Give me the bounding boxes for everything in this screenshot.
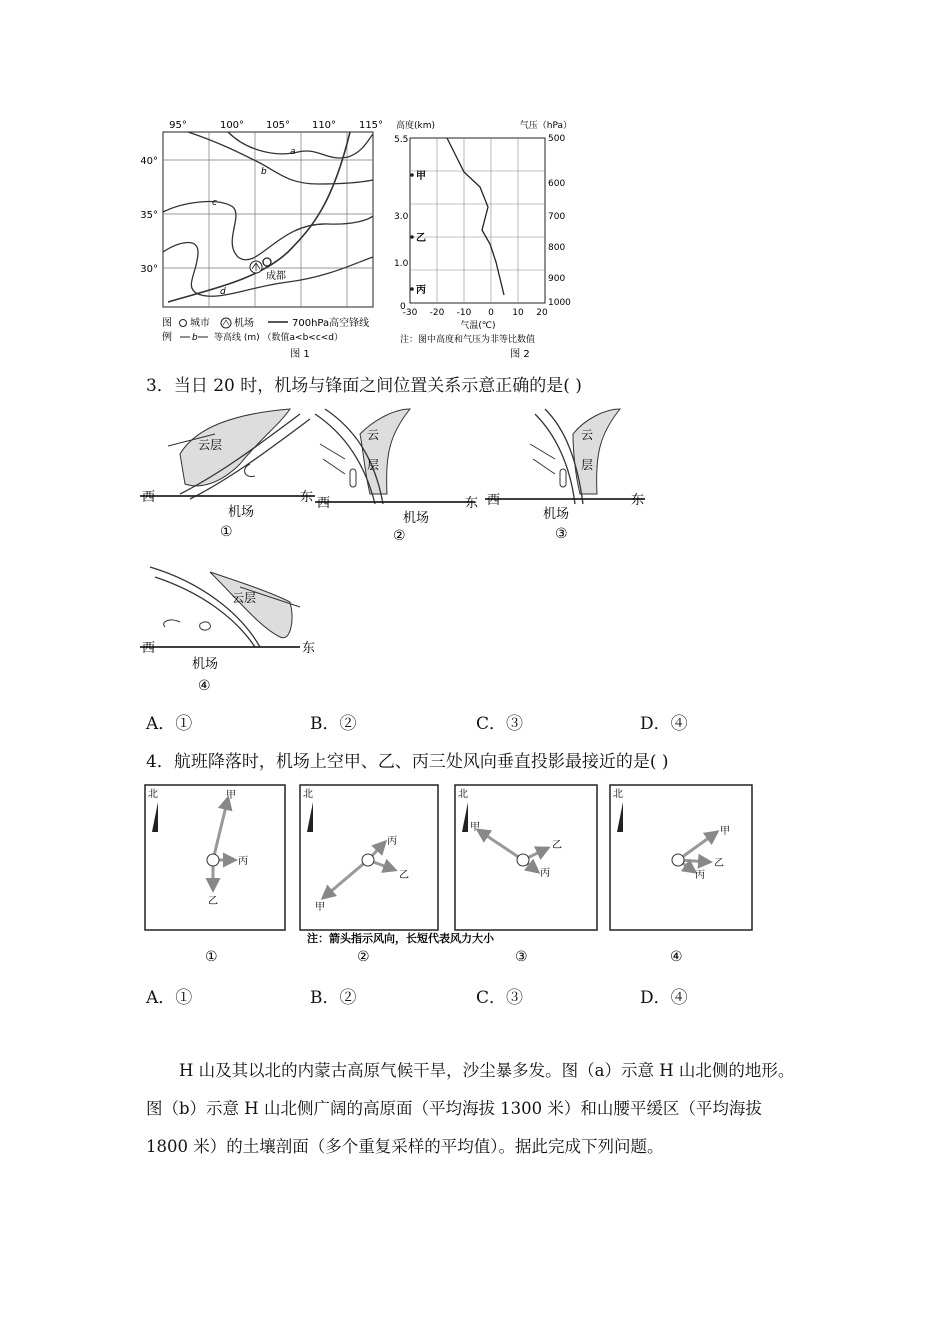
pressure-tick: 1000 <box>548 298 571 308</box>
panel-label: ② <box>357 949 370 965</box>
temperature-curve <box>447 138 504 295</box>
q4-option-c[interactable]: C．③ <box>476 988 524 1008</box>
panel-label: ③ <box>515 949 528 965</box>
legend-front: 700hPa高空锋线 <box>292 318 370 329</box>
airport-icon <box>207 854 219 866</box>
arrow-label-bing: 丙 <box>387 836 397 847</box>
q3-panel-1 <box>140 409 315 540</box>
temp-tick: 20 <box>536 308 548 318</box>
point-yi: 乙 <box>416 233 426 244</box>
airport-icon <box>362 854 374 866</box>
point-bing: 丙 <box>416 285 426 296</box>
north-label: 北 <box>613 789 623 800</box>
airport-label: 机场 <box>228 505 255 520</box>
legend-contour: 等高线 (m) （数值a<b<c<d） <box>214 333 344 343</box>
lon-label: 105° <box>265 120 291 131</box>
arrow-label-jia: 甲 <box>226 790 236 801</box>
airport-label: 机场 <box>543 507 570 522</box>
figure-1-map <box>128 112 398 362</box>
lat-label: 35° <box>140 210 158 221</box>
lon-label: 95° <box>169 120 187 131</box>
pressure-tick: 500 <box>548 134 566 144</box>
north-label: 北 <box>303 789 313 800</box>
q3-option-b[interactable]: B．② <box>310 714 357 734</box>
cloud-label-top: 云 <box>581 428 594 442</box>
q4-option-d[interactable]: D．④ <box>640 988 688 1008</box>
north-label: 北 <box>148 789 158 800</box>
q4-option-b[interactable]: B．② <box>310 988 357 1008</box>
arrow-label-yi: 乙 <box>208 896 218 907</box>
east-label: 东 <box>465 496 479 511</box>
lon-label: 110° <box>311 120 337 131</box>
city-label: 成都 <box>266 271 286 282</box>
contour-label-b: b <box>261 167 267 177</box>
arrow-label-yi: 乙 <box>714 858 724 869</box>
height-tick: 5.5 <box>394 135 409 145</box>
height-tick: 3.0 <box>394 212 409 222</box>
contour-label-c: c <box>212 198 217 208</box>
q3-panel-3 <box>485 409 645 542</box>
legend-prefix-1: 图 <box>162 318 172 329</box>
figure-2-profile <box>392 112 582 362</box>
height-axis-title: 高度(km) <box>396 121 436 131</box>
q3-panel-2 <box>315 409 478 544</box>
figure-1-caption: 图 1 <box>290 349 310 360</box>
cloud-label: 云层 <box>198 438 223 452</box>
arrow-label-yi: 乙 <box>399 870 409 881</box>
lon-label: 100° <box>219 120 245 131</box>
legend-prefix-2: 例 <box>162 332 172 343</box>
east-label: 东 <box>302 641 316 656</box>
question-4-stem: 4．航班降落时，机场上空甲、乙、丙三处风向垂直投影最接近的是( ) <box>146 752 669 772</box>
legend-city: 城市 <box>190 318 210 329</box>
arrow-label-jia: 甲 <box>470 822 480 833</box>
q4-note: 注：箭头指示风向，长短代表风力大小 <box>307 932 494 945</box>
cloud-label: 云层 <box>232 591 257 605</box>
q3-option-a[interactable]: A．① <box>146 714 193 734</box>
airport-label: 机场 <box>192 657 219 672</box>
temp-tick: -30 <box>402 308 418 318</box>
height-tick: 0 <box>400 302 406 312</box>
figure-2-note: 注：图中高度和气压为非等比数值 <box>400 335 536 345</box>
pressure-axis-title: 气压（hPa） <box>519 121 572 131</box>
airport-label: 机场 <box>403 511 430 526</box>
q3-panels <box>140 404 660 696</box>
west-label: 西 <box>487 493 501 508</box>
height-tick: 1.0 <box>394 259 409 269</box>
legend-contour-sample: b <box>192 333 198 343</box>
arrow-label-jia: 甲 <box>720 826 730 837</box>
north-label: 北 <box>458 789 468 800</box>
figure-2-caption: 图 2 <box>510 349 530 360</box>
panel-label: ① <box>220 524 233 540</box>
arrow-label-bing: 丙 <box>238 856 248 867</box>
contour-label-a: a <box>290 147 296 157</box>
panel-label: ② <box>393 528 406 544</box>
pressure-tick: 800 <box>548 243 566 253</box>
front-line <box>168 132 350 302</box>
panel-label: ④ <box>198 678 211 694</box>
airport-icon <box>517 854 529 866</box>
q4-panels <box>140 780 790 970</box>
contour-c <box>163 202 373 260</box>
contour-a <box>228 132 373 158</box>
east-label: 东 <box>300 490 314 505</box>
lat-label: 30° <box>140 264 158 275</box>
q4-panel-1 <box>145 785 285 965</box>
q4-option-a[interactable]: A．① <box>146 988 193 1008</box>
question-3-stem: 3．当日 20 时，机场与锋面之间位置关系示意正确的是( ) <box>146 376 582 396</box>
lat-label: 40° <box>140 156 158 167</box>
temp-tick: -10 <box>456 308 472 318</box>
contour-label-d: d <box>220 287 226 297</box>
contour-d <box>163 243 373 297</box>
pressure-tick: 700 <box>548 212 566 222</box>
q3-option-d[interactable]: D．④ <box>640 714 688 734</box>
pressure-tick: 900 <box>548 274 566 284</box>
west-label: 西 <box>142 641 156 656</box>
arrow-label-yi: 乙 <box>552 840 562 851</box>
temp-axis-title: 气温(℃) <box>460 321 496 331</box>
point-jia: 甲 <box>416 171 426 182</box>
city-legend-icon <box>180 320 187 327</box>
cloud-label-bottom: 层 <box>581 458 594 472</box>
passage-text: H 山及其以北的内蒙古高原气候干旱，沙尘暴多发。图（a）示意 H 山北侧的地形。图（b）示意 H 山北侧广阔的高原面（平均海拔 1300 米）和山腰平缓区（平均海拔 1800 米）的土壤剖面（多个重复采样的平均值）。据此完成下列问题。 <box>146 1061 795 1156</box>
cloud-label-top: 云 <box>367 428 380 442</box>
q3-panel-4 <box>140 567 315 694</box>
q4-panel-4 <box>610 785 752 965</box>
panel-label: ③ <box>555 526 568 542</box>
arrow-label-bing: 丙 <box>540 868 550 879</box>
arrow-label-bing: 丙 <box>695 870 705 881</box>
east-label: 东 <box>631 493 645 508</box>
temp-tick: 10 <box>512 308 524 318</box>
temp-tick: -20 <box>429 308 445 318</box>
west-label: 西 <box>142 490 156 505</box>
cloud-label-bottom: 层 <box>367 458 380 472</box>
west-label: 西 <box>317 496 331 511</box>
pressure-tick: 600 <box>548 179 566 189</box>
airport-icon <box>672 854 684 866</box>
legend-airport: 机场 <box>234 318 254 329</box>
panel-label: ① <box>205 949 218 965</box>
lon-label: 115° <box>358 120 384 131</box>
temp-tick: 0 <box>488 308 494 318</box>
panel-label: ④ <box>670 949 683 965</box>
arrow-label-jia: 甲 <box>315 902 325 913</box>
q3-option-c[interactable]: C．③ <box>476 714 524 734</box>
city-icon <box>263 258 271 266</box>
